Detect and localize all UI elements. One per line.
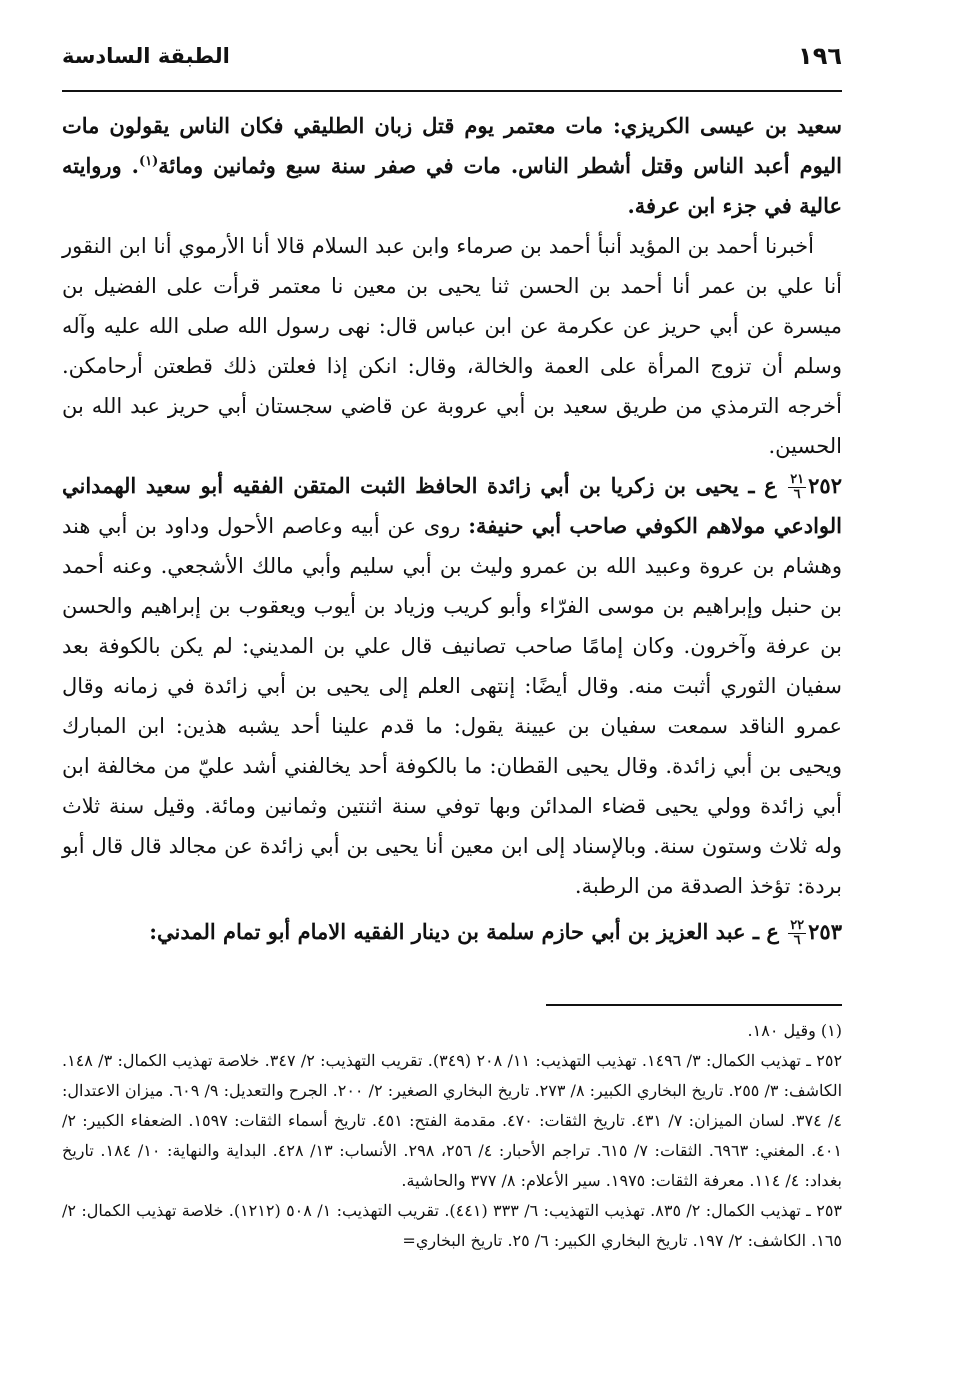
hadith-paragraph: أخبرنا أحمد بن المؤيد أنبأ أحمد بن صرماء وابن عبد السلام قالا أنا الأرموي أنا ابن النقور أنا علي بن عمر أنا أحمد بن الحسن ثنا يحيى بن معين نا معتمر قرأت على الفضيل بن ميسرة عن أبي حريز عن عكرمة عن ابن عباس قال: نهى رسول الله صلى الله عليه وآله وسلم أن تزوج المرأة على العمة والخالة، وقال: انكن إذا فعلتن ذلك قطعتن أرحامكن. أخرجه الترمذي من طريق سعيد بن أبي عروبة عن قاضي سجستان أبي حريز عبد الله بن الحسين. (62, 234, 842, 458)
footnote-ref-1: (١) (138, 154, 159, 169)
footnote-divider (546, 1004, 842, 1006)
running-title: الطبقة السادسة (62, 44, 230, 68)
book-page (62, 38, 842, 1368)
entry-253-head: ع ـ عبد العزيز بن أبي حازم سلمة بن دينار الفقيه الامام أبو تمام المدني: (149, 919, 787, 944)
page-header (62, 38, 842, 92)
entry-253-frac-bottom: ٦ (793, 933, 801, 948)
footnote-253: ٢٥٣ ـ تهذيب الكمال: ٢/ ٨٣٥. تهذيب التهذيب: ٦/ ٣٣٣ (٤٤١). تقريب التهذيب: ١/ ٥٠٨ (١٢١٢). خلاصة تهذيب الكمال: ٢/ ١٦٥. الكاشف: ٢/ ١٩٧. تاريخ البخاري الكبير: ٦/ ٢٥. تاريخ البخاري= (62, 1201, 843, 1250)
entry-252-fraction (788, 473, 806, 502)
entry-253-fraction (788, 919, 806, 948)
entry-252-head: ع ـ يحيى بن زكريا بن أبي زائدة الحافظ الثبت المتقن الفقيه أبو سعيد الهمداني الوادعي مولاهم الكوفي صاحب أبي حنيفة: (62, 473, 842, 538)
main-text (62, 106, 842, 952)
entry-252-number: ٢٥٢ (808, 473, 842, 498)
footnote-252: ٢٥٢ ـ تهذيب الكمال: ٣/ ١٤٩٦. تهذيب التهذيب: ١١/ ٢٠٨ (٣٤٩). تقريب التهذيب: ٢/ ٣٤٧. خلاصة تهذيب الكمال: ٣/ ١٤٨. الكاشف: ٣/ ٢٥٥. تاريخ البخاري الكبير: ٨/ ٢٧٣. تاريخ البخاري الصغير: ٢/ ٢٠٠. الجرح والتعديل: ٩/ ٦٠٩. ميزان الاعتدال: ٤/ ٣٧٤. لسان الميزان: ٧/ ٤٣١. تاريخ الثقات: ٤٧٠. مقدمة الفتح: ٤٥١. تاريخ أسماء الثقات: ١٥٩٧. الضعفاء الكبير: ٢/ ٤٠١. المغني: ٦٩٦٣. الثقات: ٧/ ٦١٥. تراجم الأحبار: ٤/ ٢٥٦، ٢٩٨. الأنساب: ١٣/ ٤٢٨. البداية والنهاية: ١٠/ ١٨٤. تاريخ بغداد: ٤/ ١١٤. معرفة الثقات: ١٩٧٥. سير الأعلام: ٨/ ٣٧٧ والحاشية. (62, 1051, 843, 1190)
page-number: ١٩٦ (798, 42, 842, 70)
entry-252-text: روى عن أبيه وعاصم الأحول وداود بن أبي هند وهشام بن عروة وعبيد الله بن عمرو وليث بن أبي سليم وأبي مالك الأشجعي. وعنه أحمد بن حنبل وإبراهيم بن موسى الفرّاء وأبو كريب وزياد بن أيوب ويعقوب بن إبراهيم والحسن بن عرفة وآخرون. وكان إمامًا صاحب تصانيف قال علي بن المديني: لم يكن بالكوفة بعد سفيان الثوري أثبت منه. وقال أيضًا: إنتهى العلم إلى يحيى بن أبي زائدة في زمانه وقال عمرو الناقد سمعت سفيان بن عيينة يقول: ما قدم علينا أحد يشبه هذين: ابن المبارك ويحيى بن أبي زائدة. وقال يحيى القطان: ما بالكوفة أحد يخالفني أشد عليّ من مخالفة ابن أبي زائدة وولي يحيى قضاء المدائن وبها توفي سنة اثنتين وثمانين ومائة. وقيل سنة ثلاث وله ثلاث وستون سنة. وبالإسناد إلى ابن معين أنا يحيى بن أبي زائدة عن مجالد قال قال أبو بردة: تؤخذ الصدقة من الرطبة. (62, 514, 843, 898)
entry-253 (62, 912, 842, 952)
entry-252-frac-bottom: ٦ (793, 487, 801, 502)
entry-saeed-text-a: مات معتمر يوم قتل زبان الطليقي فكان الناس يقولون مات اليوم أعبد الناس وقتل أشطر الناس. مات في صفر سنة سبع وثمانين ومائة (62, 113, 842, 178)
footnote-1: (١) وقيل ١٨٠. (747, 1021, 842, 1040)
footnotes (62, 1016, 842, 1256)
entry-252 (62, 466, 842, 906)
entry-252-frac-top: ٢١ (790, 472, 805, 487)
entry-saeed-text-b: . وروايته عالية في جزء ابن عرفة. (62, 153, 842, 218)
entry-saeed-head: سعيد بن عيسى الكريزي: (612, 113, 843, 138)
entry-253-frac-top: ٢٢ (790, 918, 805, 933)
entry-saeed (62, 106, 842, 226)
entry-253-number: ٢٥٣ (808, 919, 842, 944)
